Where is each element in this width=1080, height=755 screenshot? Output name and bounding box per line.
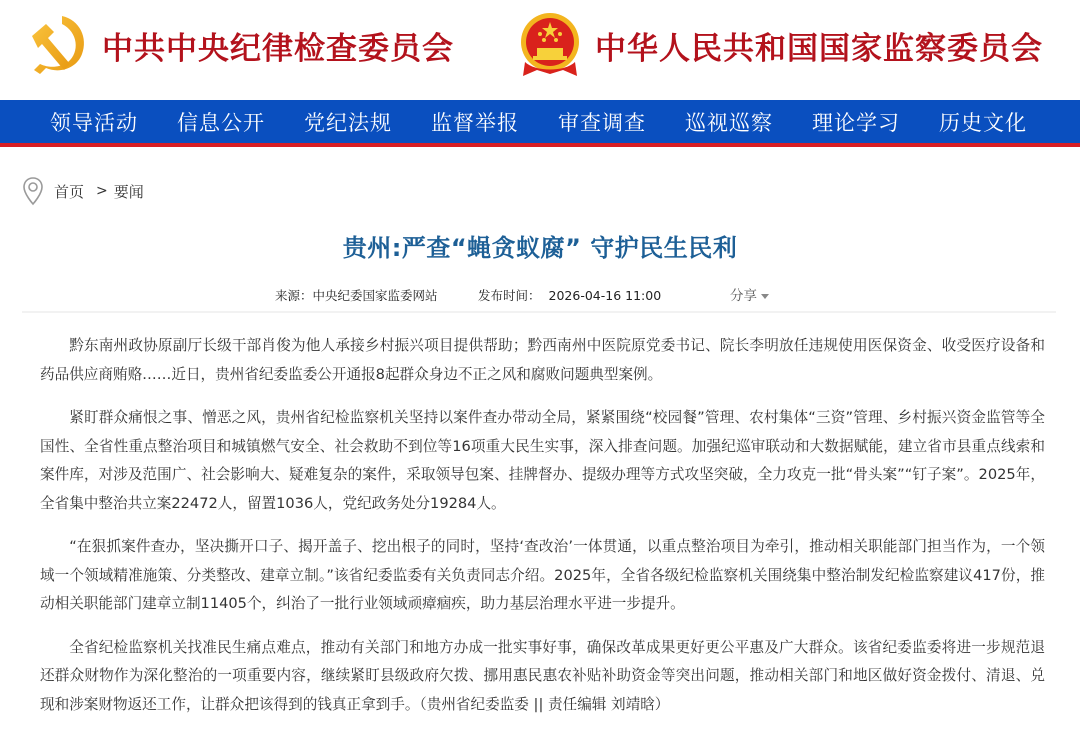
breadcrumb-current[interactable]: 要闻: [113, 182, 144, 201]
nav-item-info-disclosure[interactable]: 信息公开: [177, 110, 265, 135]
ccdi-title: 中共中央纪律检查委员会: [102, 30, 454, 67]
party-emblem-icon: [22, 10, 92, 80]
article-paragraph: “在狠抓案件查办，坚决撕开口子、揭开盖子、挖出根子的同时，坚持‘查改治’一体贯通，以重点整治项目为牵引，推动相关职能部门担当作为，一个领域一个领域精准施策、分类整改、建章立制。”该省纪委监委有关负责同志介绍。2025年，全省各级纪检监察机关围绕集中整治制发纪检监察建议417份，推动相关职能部门建章立制11405个，纠治了一批行业领域顽瘴痼疾，助力基层治理水平进一步提升。: [40, 538, 1045, 612]
national-emblem-icon: [515, 10, 585, 80]
nav-item-leadership[interactable]: 领导活动: [50, 110, 138, 135]
site-header: [0, 0, 1080, 100]
article-meta: [0, 284, 1080, 306]
nav-item-theory[interactable]: 理论学习: [812, 110, 900, 135]
breadcrumb-separator: >: [96, 183, 108, 199]
nsc-title: 中华人民共和国国家监察委员会: [595, 30, 1043, 67]
meta-divider: [22, 311, 1056, 313]
breadcrumb: [22, 176, 144, 206]
article-title: 贵州:严查“蝇贪蚁腐” 守护民生民利: [342, 234, 738, 262]
article-body: [40, 332, 1045, 734]
nav-accent-line: [0, 143, 1080, 147]
breadcrumb-home[interactable]: 首页: [54, 182, 85, 201]
nav-item-party-regulations[interactable]: 党纪法规: [304, 110, 392, 135]
publish-time: [478, 286, 661, 304]
caret-down-icon: [761, 294, 769, 299]
nav-list: [50, 100, 1066, 143]
nav-item-inspection[interactable]: 巡视巡察: [685, 110, 773, 135]
article-paragraph: 黔东南州政协原副厅长级干部肖俊为他人承接乡村振兴项目提供帮助；黔西南州中医院原党委书记、院长李明放任违规使用医保资金、收受医疗设备和药品供应商贿赂……近日，贵州省纪委监委公开通报8起群众身边不正之风和腐败问题典型案例。: [40, 337, 1045, 383]
publish-time-value: 2026-04-16 11:00: [548, 288, 662, 303]
share-label: 分享: [730, 288, 757, 304]
nav-item-report[interactable]: 监督举报: [431, 110, 519, 135]
main-nav: [0, 100, 1080, 143]
article-paragraph: 全省纪检监察机关找准民生痛点难点，推动有关部门和地方办成一批实事好事，确保改革成果更好更公平惠及广大群众。该省纪委监委将进一步规范退还群众财物作为深化整治的一项重要内容，继续紧盯县级政府欠拨、挪用惠民惠农补贴补助资金等突出问题，推动相关部门和地区做好资金拨付、清退、兑现和涉案财物返还工作，让群众把该得到的钱真正拿到手。（贵州省纪委监委 || 责任编辑 刘靖晗）: [40, 638, 1045, 713]
publish-time-label: 发布时间：: [478, 288, 541, 303]
article-source: 来源：中央纪委国家监委网站: [275, 288, 438, 303]
nav-item-history[interactable]: 历史文化: [939, 110, 1027, 135]
share-button[interactable]: [730, 284, 769, 304]
article-paragraph: 紧盯群众痛恨之事、憎恶之风，贵州省纪检监察机关坚持以案件查办带动全局，紧紧围绕“校园餐”管理、农村集体“三资”管理、乡村振兴资金监管等全国性、全省性重点整治项目和城镇燃气安全、社会救助不到位等16项重大民生实事，深入排查问题。加强纪巡审联动和大数据赋能，建立省市县重点线索和案件库，对涉及范围广、社会影响大、疑难复杂的案件，采取领导包案、挂牌督办、提级办理等方式攻坚突破，全力攻克一批“骨头案”“钉子案”。2025年，全省集中整治共立案22472人，留置1036人，党纪政务处分19284人。: [40, 409, 1045, 512]
location-pin-icon: [22, 176, 44, 206]
ccdi-logo[interactable]: [22, 10, 454, 80]
nav-item-investigation[interactable]: 审查调查: [558, 110, 646, 135]
nsc-logo[interactable]: [515, 10, 1043, 80]
